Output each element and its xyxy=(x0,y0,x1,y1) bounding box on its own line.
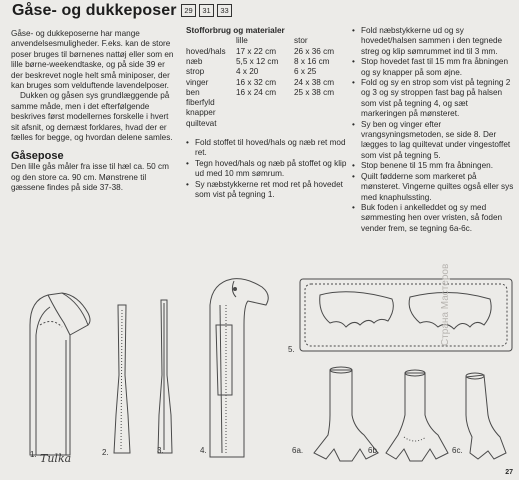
figure-6b-foot-drawing xyxy=(386,370,448,461)
table-row xyxy=(186,47,354,57)
table-cell: 17 x 22 cm xyxy=(236,46,277,56)
figure-label: 5. xyxy=(288,345,295,354)
list-item-text: Tegn hoved/hals og næb på stoffet og klip ud med 10 mm sømrum. xyxy=(195,158,347,179)
list-item-text: Buk foden i ankelleddet og sy med sømmesting hen over vristen, så foden vender frem, se tegning 6a-6c. xyxy=(361,202,503,233)
materials-heading: Stofforbrug og materialer xyxy=(186,26,285,35)
figure-6c-foot-drawing xyxy=(466,373,506,459)
table-row xyxy=(186,108,354,118)
bullet-icon: • xyxy=(352,202,355,212)
figure-label: 6c. xyxy=(452,446,463,455)
figure-1-head-neck-drawing xyxy=(30,293,90,455)
instructions-column xyxy=(352,26,514,234)
figure-label: 6b. xyxy=(368,446,380,455)
figure-label: 4. xyxy=(200,446,207,455)
figure-label: 1. xyxy=(30,450,37,459)
list-item xyxy=(186,159,356,180)
section-heading: Gåsepose xyxy=(11,150,64,163)
table-row xyxy=(186,57,354,67)
table-cell: quiltevat xyxy=(186,118,217,128)
list-item-text: Stop benene til 15 mm fra åbningen. xyxy=(361,161,493,171)
bullet-icon: • xyxy=(352,57,355,67)
table-cell: ben xyxy=(186,87,200,97)
bullet-icon: • xyxy=(352,119,355,129)
intro-column xyxy=(11,29,177,194)
table-row xyxy=(186,88,354,98)
table-cell: 16 x 32 cm xyxy=(236,77,277,87)
list-item-text: Stop hovedet fast til 15 mm fra åbningen og sy knapper på som øjne. xyxy=(361,57,509,77)
list-item-text: Fold næbstykkerne ud og sy hovedet/halsen sammen i den tegnede streg og klip sømrummet ind til 3 mm. xyxy=(361,26,503,56)
page-reference-boxes xyxy=(181,4,232,17)
table-cell: 6 x 25 xyxy=(294,67,317,77)
table-cell xyxy=(236,119,294,129)
section-text: Den lille gås måler fra isse til hæl ca. 50 cm og den store ca. 90 cm. Mønstrene til gæssene findes på side 37-38. xyxy=(11,162,169,193)
materials-column xyxy=(186,26,356,201)
table-cell: næb xyxy=(186,57,203,66)
table-cell: vinger xyxy=(186,77,209,87)
table-cell: fiberfyld xyxy=(186,98,215,108)
signature: Tulka xyxy=(40,452,72,465)
list-item xyxy=(352,57,514,78)
list-item-text: Fold stoffet til hoved/hals og næb ret mod ret. xyxy=(195,138,346,158)
table-row xyxy=(186,119,354,129)
table-cell: 24 x 38 cm xyxy=(294,77,335,87)
table-cell xyxy=(294,98,354,108)
figure-2-strap-drawing xyxy=(114,305,130,453)
bullet-icon: • xyxy=(186,179,189,189)
materials-table xyxy=(186,36,354,129)
table-header-row xyxy=(186,36,354,46)
bullet-icon: • xyxy=(352,171,355,181)
figure-label: 2. xyxy=(102,448,109,457)
table-cell: knapper xyxy=(186,108,216,118)
table-cell xyxy=(236,98,294,108)
bullet-icon: • xyxy=(186,138,189,148)
bullet-icon: • xyxy=(186,158,189,168)
page-ref: 33 xyxy=(217,4,232,17)
list-item xyxy=(352,161,514,171)
figure-label: 3. xyxy=(157,446,164,455)
list-item xyxy=(352,203,514,234)
watermark: Страна Мастеров xyxy=(440,263,451,346)
table-cell xyxy=(294,108,354,118)
page-ref: 29 xyxy=(181,4,196,17)
table-cell: 26 x 36 cm xyxy=(294,46,335,56)
figure-5-wings-pattern-drawing xyxy=(300,279,512,351)
figure-label: 6a. xyxy=(292,446,304,455)
list-item xyxy=(186,138,356,159)
table-cell: 4 x 20 xyxy=(236,67,259,77)
figure-3-folded-strap-drawing xyxy=(158,300,172,453)
intro-paragraph: Gåse- og dukkeposerne har mange anvendelsesmuligheder. F.eks. kan de store poser bruges til børnenes nattøj eller som en lille børne-weekendtaske, og på side 39 er der beskrevet nogle helt små miniposer, der kan bruges som velduftende lavendelposer. xyxy=(11,29,174,91)
list-item xyxy=(352,78,514,120)
table-header: lille xyxy=(236,36,248,46)
page-ref: 31 xyxy=(199,4,214,17)
list-item xyxy=(352,172,514,203)
page-number: 27 xyxy=(505,469,513,476)
table-row xyxy=(186,67,354,77)
bullet-icon: • xyxy=(352,26,355,35)
list-item-text: Quilt fødderne som markeret på mønsteret. Vingerne quiltes også eller sys med knaphulssting. xyxy=(361,171,514,202)
bullet-icon: • xyxy=(352,161,355,171)
intro-paragraph: Dukken og gåsen sys grundlæggende på samme måde, men i det efterfølgende beskrives først modellernes forskelle i hvert sit afsnit, og dernæst forklares, hvad der er fælles for begge, og hvordan delene samles. xyxy=(11,91,173,143)
table-cell: 8 x 16 cm xyxy=(294,57,330,66)
list-item xyxy=(186,180,356,201)
table-cell xyxy=(294,119,354,129)
instruction-list xyxy=(186,138,356,200)
table-cell: hoved/hals xyxy=(186,46,226,56)
bullet-icon: • xyxy=(352,78,355,88)
table-cell: strop xyxy=(186,67,205,77)
table-cell: 5,5 x 12 cm xyxy=(236,57,279,66)
list-item-text: Sy næbstykkerne ret mod ret på hovedet som vist på tegning 1. xyxy=(195,179,343,200)
table-cell: 25 x 38 cm xyxy=(294,87,335,97)
table-cell: 16 x 24 cm xyxy=(236,87,277,97)
list-item-text: Fold og sy en strop som vist på tegning 2 og 3 og sy stroppen fast bag på halsen som vist på tegning 4, og sæt markeringen på mønsteret. xyxy=(361,78,511,119)
table-header xyxy=(186,36,236,46)
table-row xyxy=(186,78,354,88)
table-row xyxy=(186,98,354,108)
table-cell xyxy=(236,108,294,118)
list-item-text: Sy ben og vinger efter vrangsyningsmetoden, se side 8. Der lægges to lag quiltevat under vingestoffet som vist på tegning 5. xyxy=(361,119,511,160)
figure-4-goose-neck-drawing xyxy=(210,279,268,457)
table-header: stor xyxy=(294,36,308,46)
page-title: Gåse- og dukkeposer xyxy=(12,2,177,19)
list-item xyxy=(352,120,514,162)
list-item xyxy=(352,26,514,57)
instruction-list xyxy=(352,26,514,234)
